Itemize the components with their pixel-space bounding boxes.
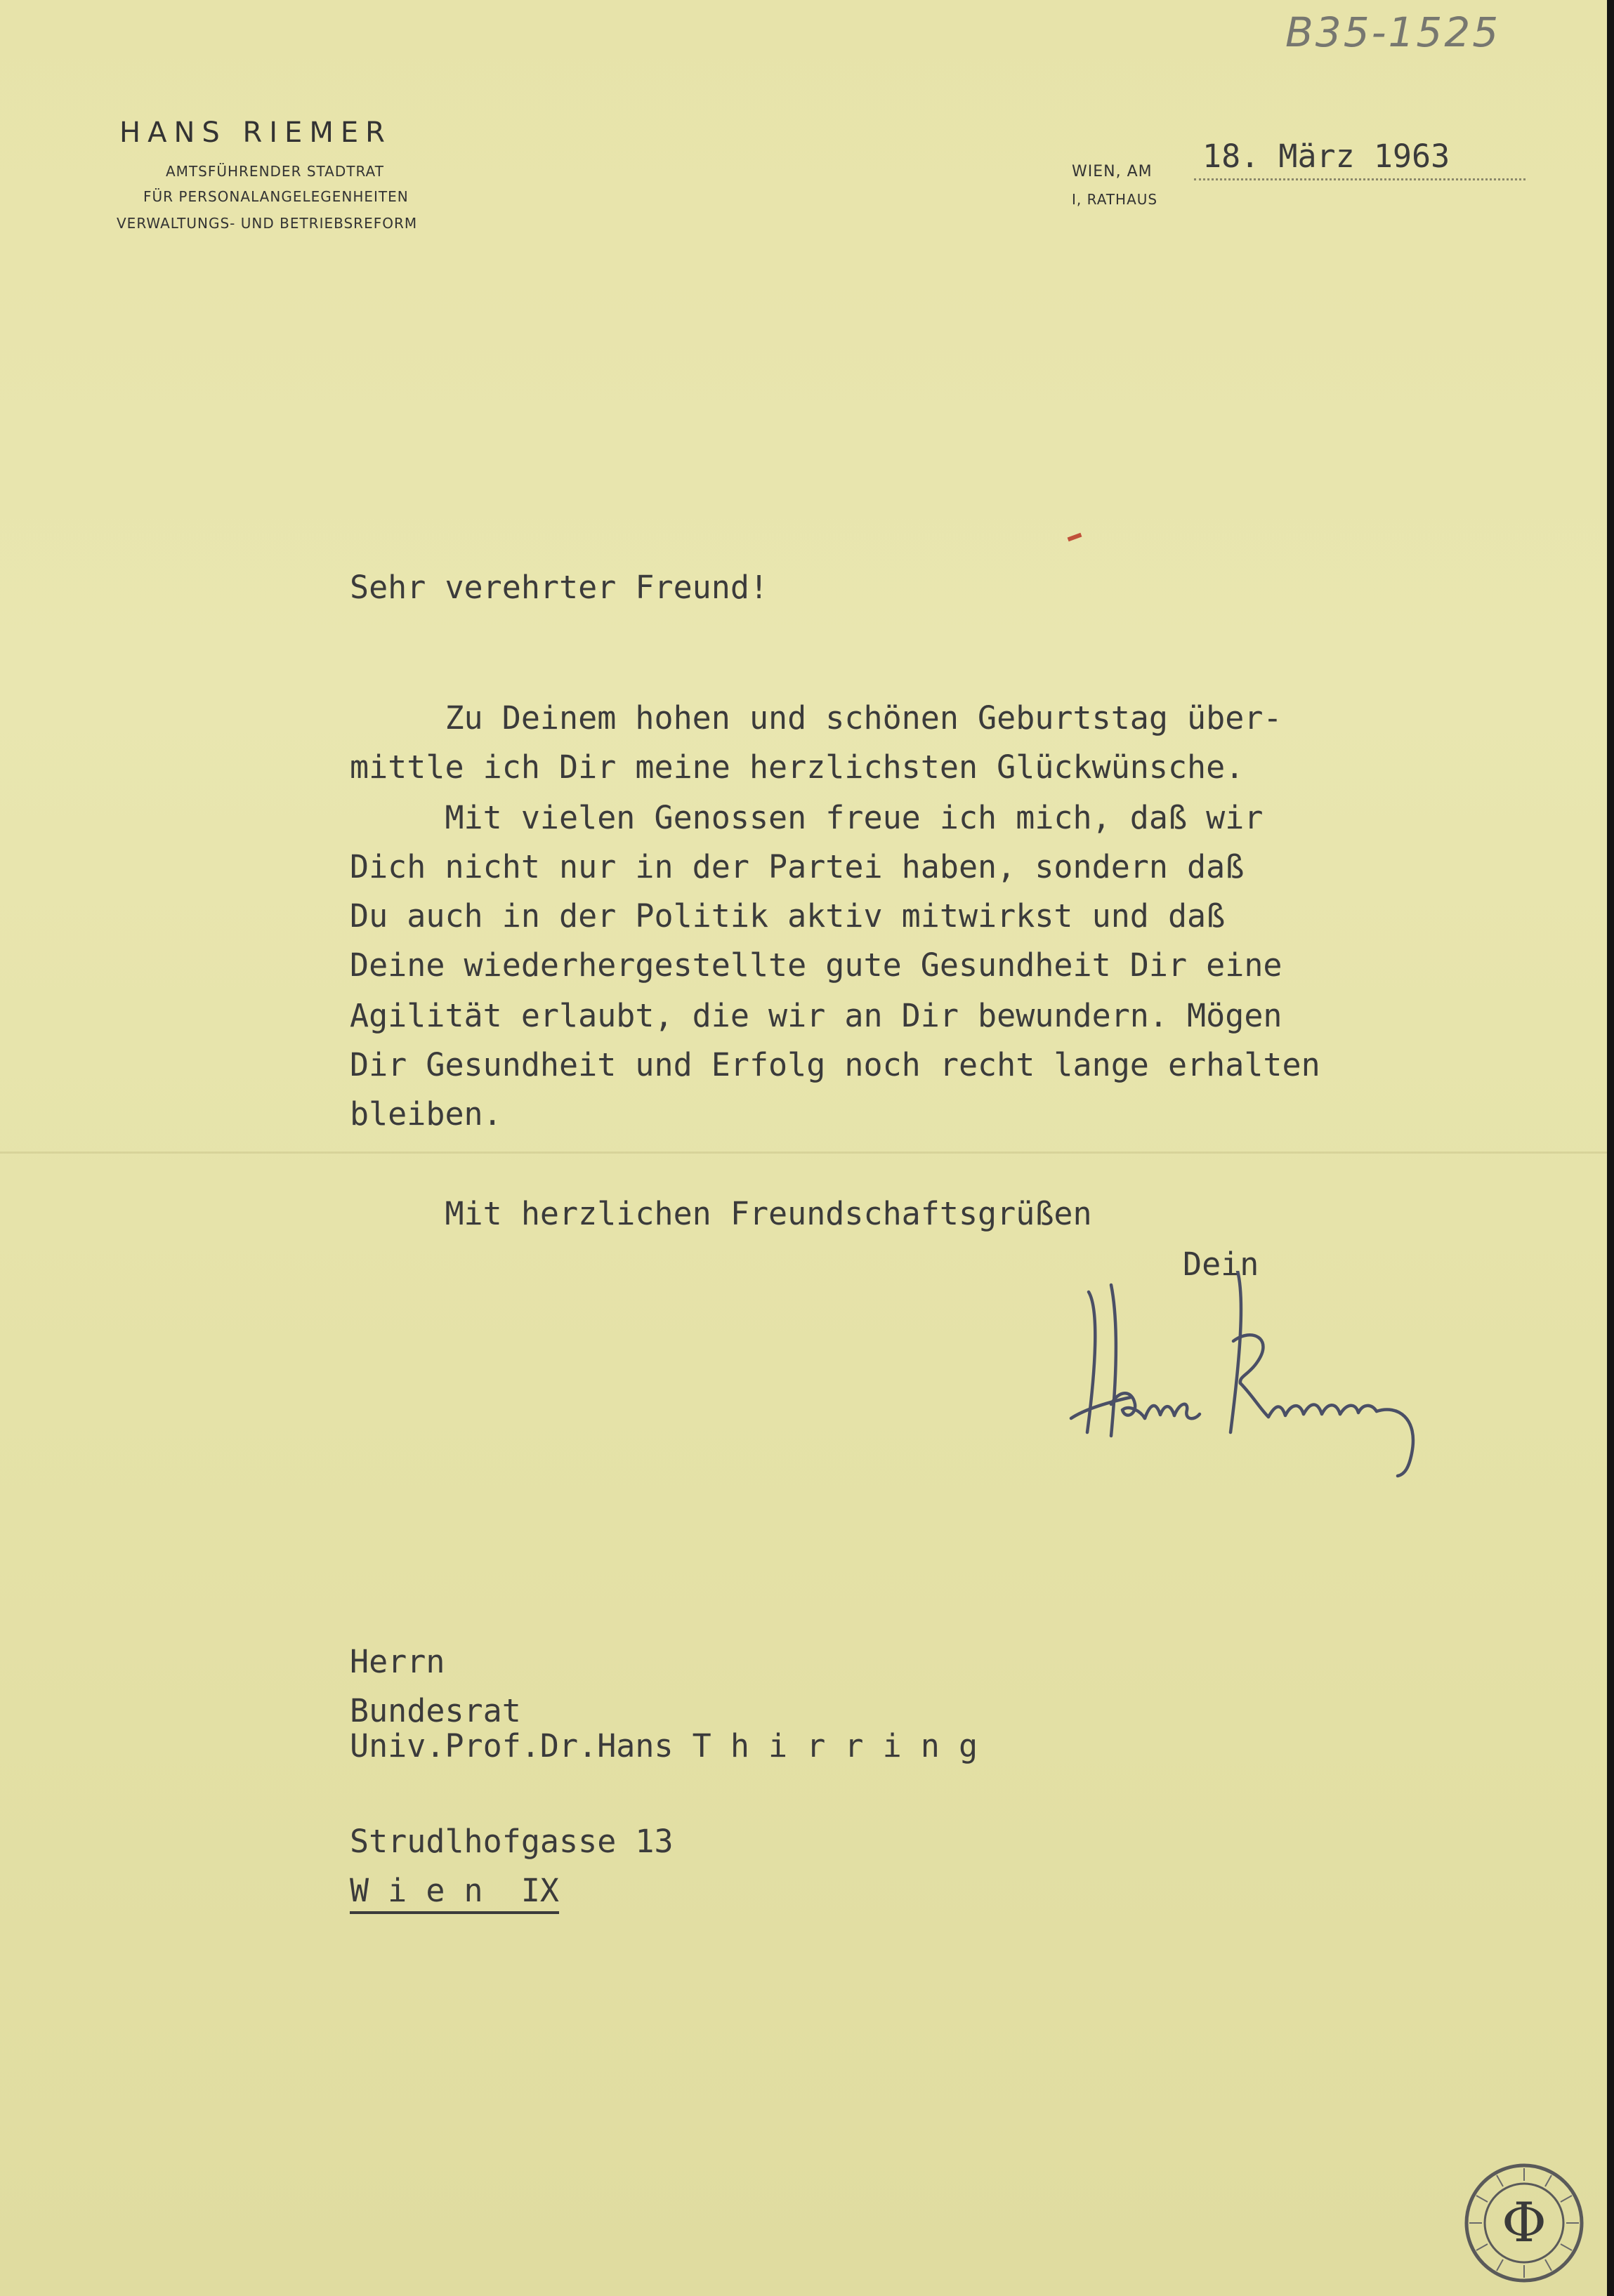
body-line: mittle ich Dir meine herzlichsten Glückwünsche.: [350, 748, 1245, 786]
body-line: Zu Deinem hohen und schönen Geburtstag über-: [350, 699, 1282, 737]
recipient-name: Univ.Prof.Dr.Hans T h i r r i n g: [350, 1727, 978, 1764]
letter-date: 18. März 1963: [1202, 138, 1450, 175]
letterhead-address: I, RATHAUS: [1072, 191, 1158, 208]
closing-word: Dein: [1183, 1246, 1259, 1283]
body-line: Deine wiederhergestellte gute Gesundheit Dir eine: [350, 946, 1282, 984]
closing-line: Mit herzlichen Freundschaftsgrüßen: [350, 1195, 1092, 1232]
body-line: Du auch in der Politik aktiv mitwirkst und daß: [350, 897, 1226, 935]
recipient-city: W i e n IX: [350, 1872, 560, 1909]
body-line: Agilität erlaubt, die wir an Dir bewundern. Mögen: [350, 997, 1282, 1034]
letterhead-place: WIEN, AM: [1072, 163, 1153, 180]
archive-seal-stamp: [1462, 2161, 1586, 2285]
body-line: bleiben.: [350, 1095, 502, 1133]
letterhead-office-line-1: AMTSFÜHRENDER STADTRAT: [166, 163, 384, 180]
recipient-street: Strudlhofgasse 13: [350, 1823, 674, 1860]
archive-number: B35-1525: [1285, 8, 1501, 56]
recipient-title: Bundesrat: [350, 1692, 521, 1729]
red-ink-mark: [1068, 533, 1082, 541]
fold-line: [0, 1152, 1614, 1154]
body-line: Mit vielen Genossen freue ich mich, daß wir: [350, 799, 1264, 836]
handwritten-signature: [1068, 1271, 1433, 1482]
letterhead-name: HANS RIEMER: [119, 117, 392, 149]
letterhead-office-line-2: FÜR PERSONALANGELEGENHEITEN: [143, 188, 409, 205]
date-dotted-line: [1194, 178, 1526, 180]
letter-salutation: Sehr verehrter Freund!: [350, 569, 769, 606]
scan-edge: [1607, 0, 1614, 2296]
letterhead-office-line-3: VERWALTUNGS- UND BETRIEBSREFORM: [117, 215, 418, 232]
body-line: Dich nicht nur in der Partei haben, sondern daß: [350, 848, 1245, 885]
body-line: Dir Gesundheit und Erfolg noch recht lange erhalten: [350, 1046, 1320, 1083]
recipient-salutation: Herrn: [350, 1643, 445, 1680]
svg-text:Φ: Φ: [1502, 2191, 1547, 2255]
